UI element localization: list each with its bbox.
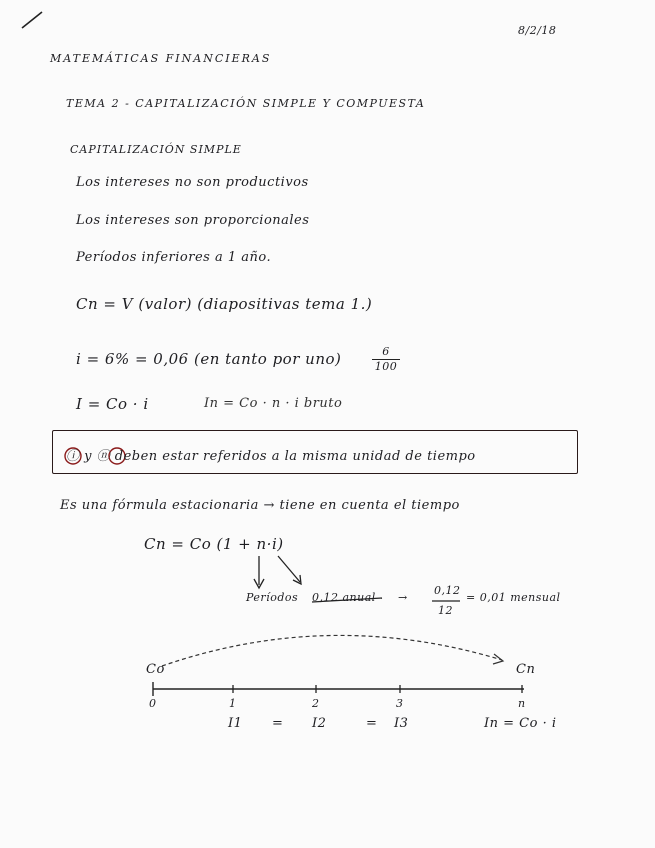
subject-title: MATEMÁTICAS FINANCIERAS <box>50 52 272 65</box>
tick-label-0: 0 <box>149 697 157 710</box>
timeline-end-label: Cn <box>516 662 536 677</box>
annotation-middle: 0,12 anual <box>312 591 376 604</box>
annotation-result: = 0,01 mensual <box>466 591 561 604</box>
bottom-i3: I3 <box>394 716 409 731</box>
main-formula: Cn = Co (1 + n·i) <box>144 535 284 553</box>
topic-title: TEMA 2 - CAPITALIZACIÓN SIMPLE Y COMPUESTA <box>66 97 426 110</box>
formula-rate: i = 6% = 0,06 (en tanto por uno) <box>76 350 342 368</box>
annotation-left: Períodos <box>246 591 299 604</box>
rate-fraction-den: 100 <box>374 360 398 373</box>
boxed-note-text: ⓘ y ⓝ deben estar referidos a la misma unidad de tiempo <box>66 449 476 464</box>
section-title: CAPITALIZACIÓN SIMPLE <box>70 143 242 156</box>
formula-cn: Cn = V (valor) (diapositivas tema 1.) <box>76 295 373 313</box>
formula-interest-right: In = Co · n · i bruto <box>204 396 343 411</box>
bullet-2: Los intereses son proporcionales <box>76 213 310 228</box>
timeline-start-label: Co <box>146 662 165 677</box>
bullet-3: Períodos inferiores a 1 año. <box>76 250 272 265</box>
tick-label-n: n <box>518 697 526 710</box>
static-formula-note: Es una fórmula estacionaria → tiene en cuenta el tiempo <box>60 498 460 513</box>
bottom-i2: I2 <box>312 716 327 731</box>
bullet-1: Los intereses no son productivos <box>76 175 309 190</box>
bottom-eq-1: = <box>272 716 284 731</box>
bottom-in: In = Co · i <box>484 716 557 731</box>
date: 8/2/18 <box>518 24 557 37</box>
tick-label-1: 1 <box>229 697 237 710</box>
fraction-denominator: 12 <box>438 604 453 617</box>
rate-fraction-num: 6 <box>382 345 390 358</box>
tick-label-3: 3 <box>396 697 404 710</box>
annotation-arrow: → <box>398 591 408 604</box>
fraction-numerator: 0,12 <box>434 584 461 597</box>
bottom-i1: I1 <box>228 716 243 731</box>
tick-label-2: 2 <box>312 697 320 710</box>
bottom-eq-2: = <box>366 716 378 731</box>
formula-interest-left: I = Co · i <box>76 395 149 413</box>
